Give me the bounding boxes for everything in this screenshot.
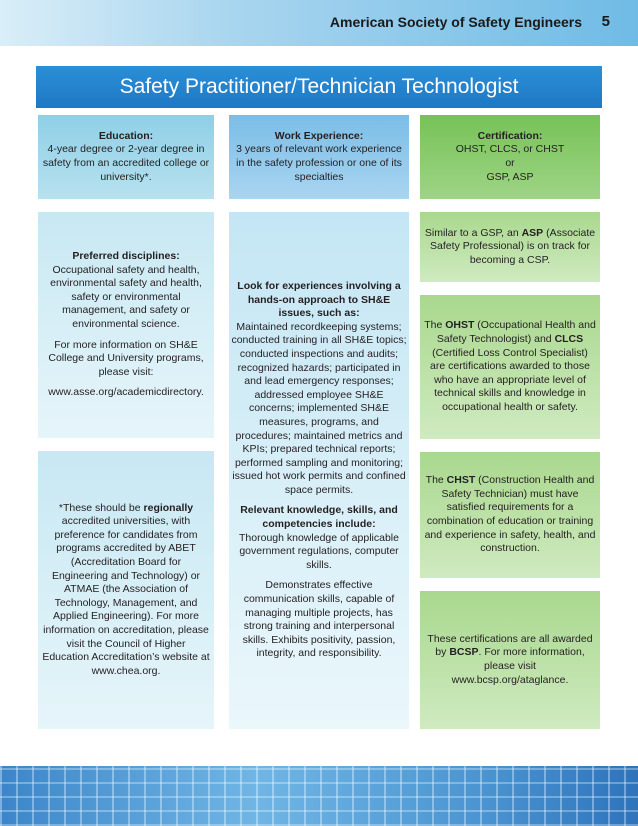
education-label: Education: <box>98 129 154 142</box>
education-box <box>38 115 214 199</box>
chst-bold: CHST <box>446 474 476 487</box>
asp-box <box>420 212 600 282</box>
chst-post: (Construction Health and Safety Technician) must have satisfied requirements for a combination of education or training and experience in safety, health, and construction. <box>424 474 596 555</box>
ohst-pre: The <box>424 319 446 332</box>
bcsp-bold: BCSP <box>449 646 479 659</box>
page-title: Safety Practitioner/Technician Technologist <box>36 66 602 108</box>
work-experience-box <box>229 115 409 199</box>
chea-link[interactable]: www.chea.org. <box>91 664 161 677</box>
asp-post: (Associate Safety Professional) is on track for becoming a CSP. <box>430 226 596 266</box>
note-text-bold: regionally <box>143 501 194 514</box>
certification-box <box>420 115 600 199</box>
academic-directory-link[interactable]: www.asse.org/academicdirectory. <box>48 386 204 399</box>
work-text: 3 years of relevant work experience in the safety profession or one of its specialties <box>236 143 402 183</box>
preferred-label: Preferred disciplines: <box>72 250 180 263</box>
chst-pre: The <box>425 474 447 487</box>
note-text-post: accredited universities, with preference for candidates from programs accredited by ABET (Accreditation Board for Engineering and Technology) or ATMAE (the Association of Technology, Management, and Applied Engineering). For more information on accreditation, please visit the Council of Higher Education Accreditation’s website at <box>42 515 210 664</box>
ohst-bold: OHST <box>445 319 475 332</box>
relevant-text: Thorough knowledge of applicable government regulations, computer skills. <box>239 531 399 571</box>
cert-line1: OHST, CLCS, or CHST <box>455 143 565 156</box>
cert-line3: GSP, ASP <box>486 170 534 183</box>
organization-name: American Society of Safety Engineers <box>329 14 582 30</box>
cert-line2: or <box>505 157 515 169</box>
look-label: Look for experiences involving a hands-on approach to SH&E issues, such as: <box>237 279 401 320</box>
ohst-mid: (Occupational Health and Safety Technologist) and <box>436 319 596 346</box>
info-text: For more information on SH&E College and University programs, please visit: <box>48 338 204 378</box>
relevant-label: Relevant knowledge, skills, and competencies include: <box>240 504 398 531</box>
clcs-bold: CLCS <box>554 333 584 346</box>
preferred-disciplines-box <box>38 212 214 438</box>
note-text-pre: *These should be <box>58 501 144 514</box>
work-label: Work Experience: <box>274 129 364 142</box>
accreditation-note-box <box>38 451 214 729</box>
bcsp-link[interactable]: www.bcsp.org/ataglance. <box>451 673 569 686</box>
bcsp-post: . For more information, please visit <box>478 646 585 672</box>
look-text: Maintained recordkeeping systems; conducted training in all SH&E topics; conducted inspections and audits; recognized hazards; participated in and lead emergency responses; addressed employee SH&E concerns; implemented SH&E measures, programs, and procedures; maintained metrics and KPIs; prepared technical reports; performed sampling and monitoring; issued hot work permits and confined space permits. <box>231 320 407 496</box>
bcsp-box <box>420 591 600 729</box>
asp-bold: ASP <box>521 226 544 239</box>
cert-label: Certification: <box>477 129 543 142</box>
ohst-clcs-box <box>420 295 600 439</box>
footer-decorative-band <box>0 766 638 826</box>
chst-box <box>420 452 600 578</box>
ohst-post: (Certified Loss Control Specialist) are certifications awarded to those who have an appropriate level of technical skills and knowledge in occupational health or safety. <box>430 346 590 413</box>
top-header-bar <box>0 0 638 46</box>
asp-pre: Similar to a GSP, an <box>424 226 522 239</box>
preferred-text: Occupational safety and health, environmental safety and health, safety or environmental management, and safety or environmental science. <box>50 263 202 330</box>
bcsp-pre: These certifications are all awarded by <box>427 632 593 659</box>
demonstrates-text: Demonstrates effective communication skills, capable of managing multiple projects, has strong training and interpersonal skills. Exhibits positivity, passion, integrity, and responsibility. <box>242 579 396 660</box>
page-number: 5 <box>601 13 610 30</box>
education-text: 4-year degree or 2-year degree in safety from an accredited college or university*. <box>42 143 210 183</box>
experience-details-box <box>229 212 409 729</box>
